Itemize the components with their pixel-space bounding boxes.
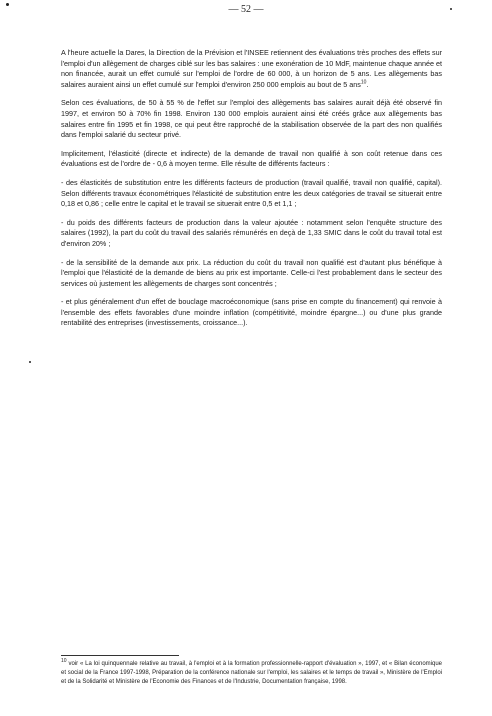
- footnote-divider: [61, 655, 179, 656]
- paragraph-elasticity: Implicitement, l'élasticité (directe et indirecte) de la demande de travail non qualifié à son coût retenue dans ces évaluations est de l'ordre de - 0,6 à moyen terme. Elle résulte de différents facteurs :: [61, 148, 442, 169]
- list-item-factor-weight: - du poids des différents facteurs de production dans la valeur ajoutée : notamment selon l'enquête structure des salaires (1992), la part du coût du travail des salariés rémunérés en deçà de 1,33 SMIC dans le coût du travail total est d'environ 20% ;: [61, 217, 442, 248]
- scan-speck: [6, 3, 9, 6]
- footnote: [61, 660, 442, 687]
- footnote-reference: 10: [360, 79, 367, 86]
- paragraph-observed-effect: Selon ces évaluations, de 50 à 55 % de l'effet sur l'emploi des allègements bas salaires aurait déjà été observé fin 1997, et environ 50 à 70% fin 1998. Environ 130 000 emplois auraient ainsi été créés grâce aux allègements bas salaires entre fin 1995 et fin 1998, ce qui peut être rapproché de la stabilisation observée de la part des non qualifiés dans l'emploi salarié du secteur privé.: [61, 98, 442, 140]
- scan-speck: [450, 8, 452, 10]
- footnote-text: voir « La loi quinquennale relative au travail, à l'emploi et à la formation professionnelle-rapport d'évaluation », 1997, et « Bilan économique et social de la France 1997-1998, Préparation de la conférence nationale sur l'emploi, les salaires et le temps de travail », Ministère de l'Emploi et de la Solidarité et Ministère de l'Economie des Finances et de l'Industrie, Documentation française, 1998.: [61, 661, 442, 685]
- scan-speck: [29, 361, 31, 363]
- list-item-macro-loop: - et plus généralement d'un effet de bouclage macroéconomique (sans prise en compte du financement) qui renvoie à l'ensemble des effets favorables d'une moindre inflation (compétitivité, moindre épargne...) ou d'une plus grande rentabilité des entreprises (investissements, croissance...).: [61, 297, 442, 328]
- list-item-demand-sensitivity: - de la sensibilité de la demande aux prix. La réduction du coût du travail non qualifié est d'autant plus bénéfique à l'emploi que l'élasticité de la demande de biens au prix est importante. Celle-ci l'est probablement dans le secteur des services où justement les allègements de charges sont concentrés ;: [61, 257, 442, 288]
- footnote-number: 10: [61, 658, 67, 664]
- body-text: [61, 48, 442, 337]
- page-number: — 52 —: [228, 4, 264, 15]
- list-item-substitution: - des élasticités de substitution entre les différents facteurs de production (travail qualifié, travail non qualifié, capital). Selon différents travaux économétriques l'élasticité de substitution entre les deux catégories de travail se situerait entre 0,18 et 0,86 ; celle entre le capital et le travail se situerait entre 0,5 et 1,1 ;: [61, 177, 442, 209]
- paragraph-evaluations: A l'heure actuelle la Dares, la Direction de la Prévision et l'INSEE retiennent des évaluations très proches des effets sur l'emploi d'un allègement de charges ciblé sur les bas salaires : une exonération de 10 MdF, maintenue chaque année et non financée, aurait un effet cumulé sur l'emploi de l'ordre de 60 000, à un horizon de 5 ans. Les allègements bas salaires auraient ainsi un effet cumulé sur l'emploi d'environ 250 000 emplois au bout de 5 ans$^{10}$.: [61, 48, 442, 89]
